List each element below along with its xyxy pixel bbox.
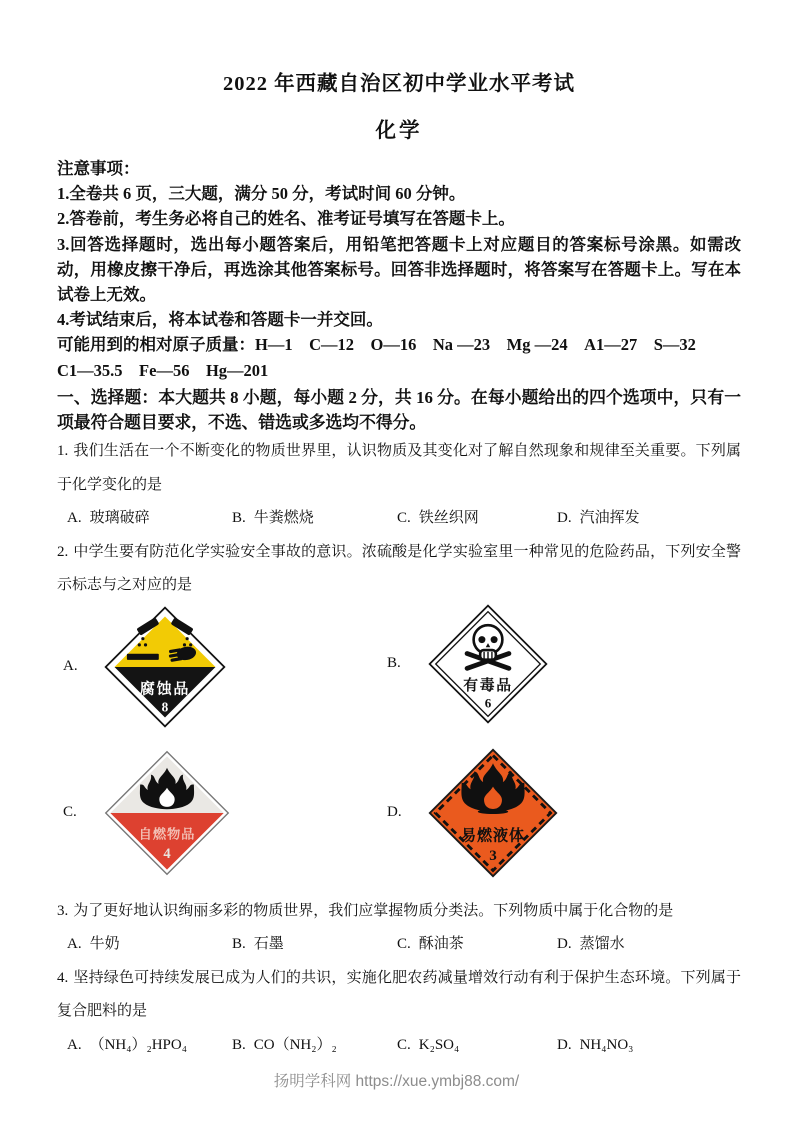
question-body: 为了更好地认识绚丽多彩的物质世界，我们应掌握物质分类法。下列物质中属于化合物的是 (73, 902, 674, 919)
option-label: C. (63, 804, 77, 821)
spontaneously-combustible-sign-icon (103, 749, 231, 877)
question-body: 坚持绿色可持续发展已成为人们的共识，实施化肥农药减量增效行动有利于保护生态环境。下列属于复合肥料的是 (57, 969, 741, 1020)
notice-item: 2.答卷前，考生务必将自己的姓名、准考证号填写在答题卡上。 (57, 209, 515, 229)
question-number: 2. (57, 543, 69, 560)
option-c (397, 928, 557, 962)
question-body: 中学生要有防范化学实验安全事故的意识。浓硫酸是化学实验室里一种常见的危险药品，下列安全警示标志与之对应的是 (57, 543, 741, 594)
option-text: 玻璃破碎 (89, 510, 150, 527)
option-label: A. (63, 658, 78, 675)
toxic-sign-icon (427, 603, 549, 725)
option-label: B. (232, 1036, 246, 1053)
question-text (57, 895, 741, 929)
question-body: 我们生活在一个不断变化的物质世界里，认识物质及其变化对了解自然现象和规律至关重要。下列属于化学变化的是 (57, 443, 741, 493)
option-label: D. (557, 510, 572, 527)
watermark-footer: 扬明学科网 https://xue.ymbj88.com/ (273, 1073, 520, 1090)
question-text (57, 962, 741, 1029)
question-number: 3. (57, 902, 69, 919)
option-b (232, 1029, 397, 1063)
sign-class-number: 6 (484, 695, 492, 711)
option-c (397, 1029, 557, 1063)
sign-option-c (63, 749, 231, 877)
option-text: （NH₄）₂HPO₄ (89, 1036, 187, 1053)
option-label: D. (387, 804, 402, 821)
question-text (57, 536, 741, 603)
sign-name: 自燃物品 (138, 826, 196, 842)
atomic-masses-line: C1—35.5 Fe—56 Hg—201 (57, 360, 269, 380)
option-text: K₂SO₄ (418, 1036, 460, 1053)
subject-title: 化学 (375, 120, 423, 142)
option-text: 牛粪燃烧 (253, 510, 314, 527)
option-c (397, 502, 557, 536)
notice-heading: 注意事项： (57, 159, 140, 178)
option-label: B. (387, 655, 401, 672)
notice-section (57, 156, 741, 383)
option-text: 石墨 (253, 936, 284, 953)
option-d (557, 502, 741, 536)
question-4 (57, 962, 741, 1063)
option-label: B. (232, 510, 246, 527)
option-label: A. (67, 510, 82, 527)
option-label: B. (232, 936, 246, 953)
sign-name: 易燃液体 (460, 828, 526, 845)
option-label: D. (557, 1036, 572, 1053)
option-a (67, 502, 232, 536)
option-text: 牛奶 (89, 936, 120, 953)
options-row (57, 928, 741, 962)
option-text: 汽油挥发 (579, 510, 640, 527)
option-b (232, 502, 397, 536)
option-d (557, 928, 741, 962)
sign-option-b (387, 603, 549, 725)
question-1 (57, 435, 741, 536)
sign-class-number: 3 (489, 847, 497, 864)
option-label: D. (557, 936, 572, 953)
notice-item: 1.全卷共 6 页，三大题，满分 50 分，考试时间 60 分钟。 (57, 184, 466, 204)
option-text: 蒸馏水 (579, 936, 625, 953)
question-text (57, 435, 741, 502)
notice-item: 4.考试结束后，将本试卷和答题卡一并交回。 (57, 310, 383, 330)
sign-option-a (63, 605, 227, 729)
corrosive-sign-icon (103, 605, 227, 729)
option-text: NH₄NO₃ (579, 1036, 634, 1053)
option-text: 铁丝织网 (418, 510, 479, 527)
atomic-masses-line: 可能用到的相对原子质量：H—1 C—12 O—16 Na —23 Mg —24 A1—27 S—32 (57, 335, 696, 355)
question-2 (57, 536, 741, 895)
options-row (57, 1029, 741, 1063)
option-label: C. (397, 1036, 411, 1053)
flammable-liquid-sign-icon (427, 747, 559, 879)
sign-option-d (387, 747, 559, 879)
question-number: 4. (57, 969, 69, 986)
sign-class-number: 4 (163, 845, 171, 862)
question-3 (57, 895, 741, 962)
page-content (57, 0, 741, 1062)
hazard-signs-grid (57, 603, 741, 895)
page-title: 2022 年西藏自治区初中学业水平考试 (222, 73, 576, 95)
notice-item: 3.回答选择题时，选出每小题答案后，用铅笔把答题卡上对应题目的答案标号涂黑。如需改动，用橡皮擦干净后，再选涂其他答案标号。回答非选择题时，将答案写在答题卡上。写在本试卷上无效。 (57, 234, 741, 305)
option-label: C. (397, 936, 411, 953)
sign-name: 有毒品 (463, 677, 513, 694)
option-label: A. (67, 1036, 82, 1053)
option-label: A. (67, 936, 82, 953)
option-d (557, 1029, 741, 1063)
options-row (57, 502, 741, 536)
option-a (67, 1029, 232, 1063)
option-label: C. (397, 510, 411, 527)
option-a (67, 928, 232, 962)
sign-class-number: 8 (161, 699, 169, 715)
option-text: 酥油茶 (418, 936, 464, 953)
question-number: 1. (57, 443, 69, 460)
option-text: CO（NH₂）₂ (253, 1036, 337, 1053)
option-b (232, 928, 397, 962)
section-heading: 一、选择题：本大题共 8 小题，每小题 2 分，共 16 分。在每小题给出的四个选项中，只有一项最符合题目要求，不选、错选或多选均不得分。 (57, 387, 741, 433)
sign-name: 腐蚀品 (139, 681, 191, 698)
